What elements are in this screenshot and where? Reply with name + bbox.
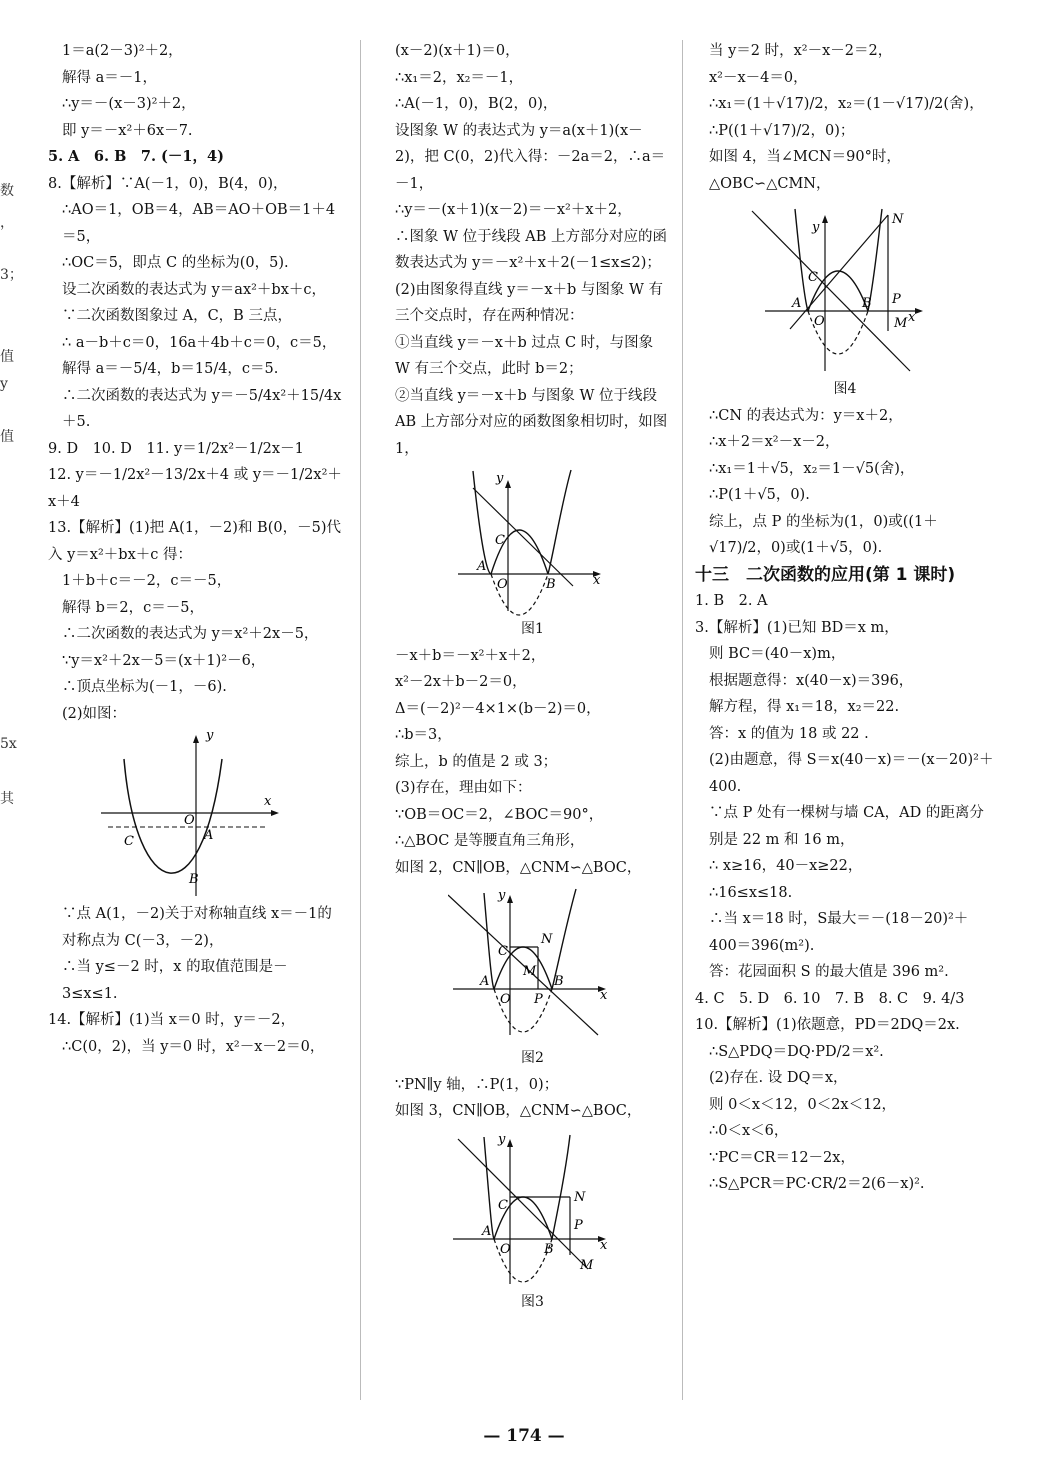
text-line: ∴当 y≤－2 时，x 的取值范围是－3≤x≤1. bbox=[62, 959, 288, 1002]
text-line: 解方程，得 x₁＝18，x₂＝22. bbox=[709, 699, 900, 715]
text-line: ∴x₁＝2，x₂＝－1， bbox=[395, 69, 524, 86]
equation-system: 解得 a＝－5/4，b＝15/4，c＝5. bbox=[62, 361, 279, 377]
solution-heading: 3.【解析】(1)已知 BD＝x m， bbox=[695, 619, 899, 636]
text-line: 综上，点 P 的坐标为(1，0)或((1＋√17)/2，0)或(1＋√5，0). bbox=[709, 513, 938, 556]
point-label: N bbox=[540, 932, 552, 947]
text-line: ∴二次函数的表达式为 y＝x²＋2x－5， bbox=[62, 626, 319, 642]
text-line: (2)由图象得直线 y＝－x＋b 与图象 W 有三个交点时，存在两种情况： bbox=[395, 281, 664, 324]
figure-caption: 图4 bbox=[833, 381, 857, 397]
text-line: ∴A(－1，0)，B(2，0)， bbox=[395, 96, 558, 112]
column-divider bbox=[360, 40, 361, 1400]
text-line: 解得 a＝－1， bbox=[62, 69, 157, 86]
answer-line: 4. C 5. D 6. 10 7. B 8. C 9. 4/3 bbox=[695, 990, 965, 1007]
edge-fragment: 3； bbox=[0, 267, 23, 283]
equation-system: ∴ a－b＋c＝0，16a＋4b＋c＝0，c＝5， bbox=[62, 334, 337, 351]
answer-line: 5. A 6. B 7. (－1，4) bbox=[48, 148, 224, 165]
solution-heading: 10.【解析】(1)依题意，PD＝2DQ＝2x. bbox=[695, 1017, 960, 1033]
axis-label: y bbox=[495, 471, 503, 486]
point-label: C bbox=[497, 1197, 508, 1213]
point-label: A bbox=[203, 828, 213, 843]
figure-caption: 图1 bbox=[521, 621, 544, 637]
point-label: C bbox=[494, 533, 505, 548]
text-line: ∴S△PCR＝PC·CR/2＝2(6－x)². bbox=[709, 1176, 925, 1192]
text-line: x²－x－4＝0， bbox=[709, 69, 808, 86]
point-label: B bbox=[543, 1241, 554, 1257]
text-line: (2)如图： bbox=[62, 705, 127, 722]
point-label: O bbox=[499, 992, 511, 1007]
text-line: (x－2)(x＋1)＝0， bbox=[395, 43, 520, 59]
point-label: P bbox=[533, 992, 543, 1007]
point-label: O bbox=[496, 577, 508, 592]
text-line: 答：x 的值为 18 或 22 . bbox=[709, 725, 869, 742]
point-label: O bbox=[183, 813, 195, 828]
text-line: 设图象 W 的表达式为 y＝a(x＋1)(x－2)，把 C(0，2)代入得：－2a＝2，∴a＝－1， bbox=[395, 122, 666, 192]
text-line: 如图 2，CN∥OB，△CNM∽△BOC， bbox=[395, 859, 642, 876]
text-line: ∴P(1＋√5，0). bbox=[709, 487, 810, 503]
text-line: ∴二次函数的表达式为 y＝－5/4x²＋15/4x＋5. bbox=[62, 387, 342, 430]
answer-line: 12. y＝－1/2x²－13/2x＋4 或 y＝－1/2x²＋x＋4 bbox=[48, 467, 342, 510]
text-line: ∴△BOC 是等腰直角三角形， bbox=[395, 833, 585, 849]
figure-2 bbox=[448, 885, 618, 1045]
point-label: N bbox=[892, 212, 904, 227]
figure-caption: 图3 bbox=[521, 1293, 544, 1310]
text-line: ∴b＝3， bbox=[395, 727, 452, 743]
text-line: －x＋b＝－x²＋x＋2， bbox=[395, 647, 546, 664]
text-line: ∴CN 的表达式为：y＝x＋2， bbox=[709, 407, 903, 424]
text-line: ∴x₁＝(1＋√17)/2，x₂＝(1－√17)/2(舍)， bbox=[709, 96, 984, 112]
column-3 bbox=[695, 38, 995, 1198]
text-line: ∴图象 W 位于线段 AB 上方部分对应的函数表达式为 y＝－x²＋x＋2(－1≤x≤2)； bbox=[395, 228, 667, 271]
figure-4 bbox=[750, 201, 940, 376]
point-label: M bbox=[894, 316, 908, 331]
point-label: B bbox=[553, 974, 564, 989]
text-line: ∵y＝x²＋2x－5＝(x＋1)²－6， bbox=[62, 652, 266, 669]
point-label: P bbox=[892, 292, 901, 307]
solution-heading: 8.【解析】∵A(－1，0)，B(4，0)， bbox=[48, 175, 288, 192]
text-line: ∴OC＝5，即点 C 的坐标为(0，5). bbox=[62, 255, 289, 271]
text-line: ∴16≤x≤18. bbox=[709, 884, 793, 901]
axis-label: x bbox=[592, 573, 600, 588]
point-label: P bbox=[573, 1217, 583, 1233]
point-label: O bbox=[499, 1241, 511, 1257]
point-label: M bbox=[579, 1257, 593, 1273]
solution-heading: 13.【解析】(1)把 A(1，－2)和 B(0，－5)代入 y＝x²＋bx＋c 得： bbox=[48, 520, 341, 563]
point-label: B bbox=[545, 577, 556, 592]
text-line: ∵OB＝OC＝2，∠BOC＝90°， bbox=[395, 806, 604, 823]
text-line: 则 BC＝(40－x)m， bbox=[709, 646, 846, 662]
text-line: ∴y＝－(x＋1)(x－2)＝－x²＋x＋2， bbox=[395, 202, 632, 218]
column-1 bbox=[48, 38, 343, 1060]
edge-fragment: 其 bbox=[0, 791, 14, 807]
text-line: ∵PC＝CR＝12－2x， bbox=[709, 1149, 855, 1166]
edge-fragment: 数 bbox=[0, 183, 14, 199]
text-line: ∴C(0，2)，当 y＝0 时，x²－x－2＝0， bbox=[62, 1038, 325, 1055]
figure-1 bbox=[453, 466, 613, 616]
text-line: 答：花园面积 S 的最大值是 396 m². bbox=[709, 964, 949, 980]
text-line: 根据题意得：x(40－x)＝396， bbox=[709, 672, 914, 689]
text-line: ②当直线 y＝－x＋b 与图象 W 位于线段 AB 上方部分对应的函数图象相切时，如图 1， bbox=[395, 387, 668, 457]
page-number: — 174 — bbox=[483, 1426, 565, 1446]
point-label: A bbox=[479, 974, 489, 989]
text-line: 综上，b 的值是 2 或 3； bbox=[395, 753, 558, 770]
axis-label: x bbox=[908, 310, 916, 325]
axis-label: y bbox=[812, 220, 820, 235]
axis-label: x bbox=[599, 988, 607, 1003]
text-line: ∴0＜x＜6， bbox=[709, 1123, 789, 1139]
edge-fragment: ， bbox=[0, 215, 14, 231]
text-line: 如图 3，CN∥OB，△CNM∽△BOC， bbox=[395, 1103, 642, 1119]
text-line: ∴S△PDQ＝DQ·PD/2＝x². bbox=[709, 1043, 884, 1060]
edge-fragment: 值 bbox=[0, 429, 14, 445]
axis-label: x bbox=[599, 1237, 607, 1253]
text-line: (2)由题意，得 S＝x(40－x)＝－(x－20)²＋400. bbox=[709, 752, 994, 795]
text-line: Δ＝(－2)²－4×1×(b－2)＝0， bbox=[395, 700, 601, 717]
text-line: ∴y＝－(x－3)²＋2， bbox=[62, 96, 196, 112]
text-line: ∴x＋2＝x²－x－2， bbox=[709, 434, 840, 450]
text-line: ①当直线 y＝－x＋b 过点 C 时，与图象 W 有三个交点，此时 b＝2； bbox=[395, 334, 654, 377]
point-label: A bbox=[792, 296, 802, 311]
point-label: A bbox=[481, 1223, 491, 1239]
text-line: 当 y＝2 时，x²－x－2＝2， bbox=[709, 43, 893, 59]
equation-system: ∴ x≥16，40－x≥22， bbox=[709, 858, 863, 874]
axis-label: y bbox=[497, 888, 505, 903]
point-label: M bbox=[522, 964, 536, 979]
text-line: ∴P((1＋√17)/2，0)； bbox=[709, 122, 855, 139]
edge-fragment: 5x bbox=[0, 736, 17, 752]
text-line: ∵点 P 处有一棵树与墙 CA，AD 的距离分别是 22 m 和 16 m， bbox=[709, 805, 984, 848]
text-line: ∵二次函数图象过 A，C，B 三点， bbox=[62, 308, 292, 324]
text-line: (3)存在，理由如下： bbox=[395, 780, 532, 796]
text-line: 如图 4，当∠MCN＝90°时，△OBC∽△CMN， bbox=[709, 149, 901, 192]
parabola-figure bbox=[96, 731, 296, 901]
text-line: x²－2x＋b－2＝0， bbox=[395, 674, 527, 690]
text-line: 设二次函数的表达式为 y＝ax²＋bx＋c， bbox=[62, 281, 327, 298]
text-line: ∴当 x＝18 时，S最大＝－(18－20)²＋400＝396(m²). bbox=[709, 911, 969, 954]
point-label: C bbox=[123, 834, 134, 849]
edge-fragment: 值 bbox=[0, 349, 14, 365]
axis-label: x bbox=[263, 794, 271, 809]
column-2 bbox=[395, 38, 670, 1315]
equation-system: 解得 b＝2，c＝－5， bbox=[62, 599, 204, 616]
point-label: O bbox=[814, 314, 825, 329]
text-line: (2)存在. 设 DQ＝x， bbox=[709, 1070, 848, 1086]
answer-line: 1. B 2. A bbox=[695, 593, 768, 609]
point-label: C bbox=[497, 944, 508, 959]
text-line: ∴顶点坐标为(－1，－6). bbox=[62, 679, 227, 695]
figure-caption: 图2 bbox=[521, 1050, 544, 1066]
text-line: ∴AO＝1，OB＝4，AB＝AO＋OB＝1＋4＝5， bbox=[62, 202, 336, 245]
point-label: A bbox=[476, 559, 486, 574]
point-label: B bbox=[188, 872, 199, 887]
point-label: N bbox=[573, 1189, 585, 1205]
column-divider bbox=[682, 40, 683, 1400]
axis-label: y bbox=[205, 731, 213, 743]
solution-heading: 14.【解析】(1)当 x＝0 时，y＝－2， bbox=[48, 1012, 296, 1028]
figure-3 bbox=[448, 1129, 618, 1289]
text-line: ∴x₁＝1＋√5，x₂＝1－√5(舍)， bbox=[709, 460, 915, 477]
axis-label: y bbox=[497, 1131, 505, 1147]
point-label: B bbox=[862, 296, 872, 311]
answer-line: 9. D 10. D 11. y＝1/2x²－1/2x－1 bbox=[48, 440, 304, 457]
text-line: ∵点 A(1，－2)关于对称轴直线 x＝－1的对称点为 C(－3，－2)， bbox=[62, 906, 332, 949]
text-line: 1＝a(2－3)²＋2， bbox=[62, 43, 183, 59]
text-line: ∵PN∥y 轴，∴P(1，0)； bbox=[395, 1076, 559, 1093]
text-line: 即 y＝－x²＋6x－7. bbox=[62, 122, 193, 139]
point-label: C bbox=[808, 270, 818, 285]
equation-system: 则 0＜x＜12，0＜2x＜12， bbox=[709, 1096, 897, 1113]
section-title: 十三 二次函数的应用(第 1 课时) bbox=[695, 564, 956, 585]
edge-fragment: y bbox=[0, 376, 8, 392]
equation-system: 1＋b＋c＝－2，c＝－5， bbox=[62, 573, 232, 589]
